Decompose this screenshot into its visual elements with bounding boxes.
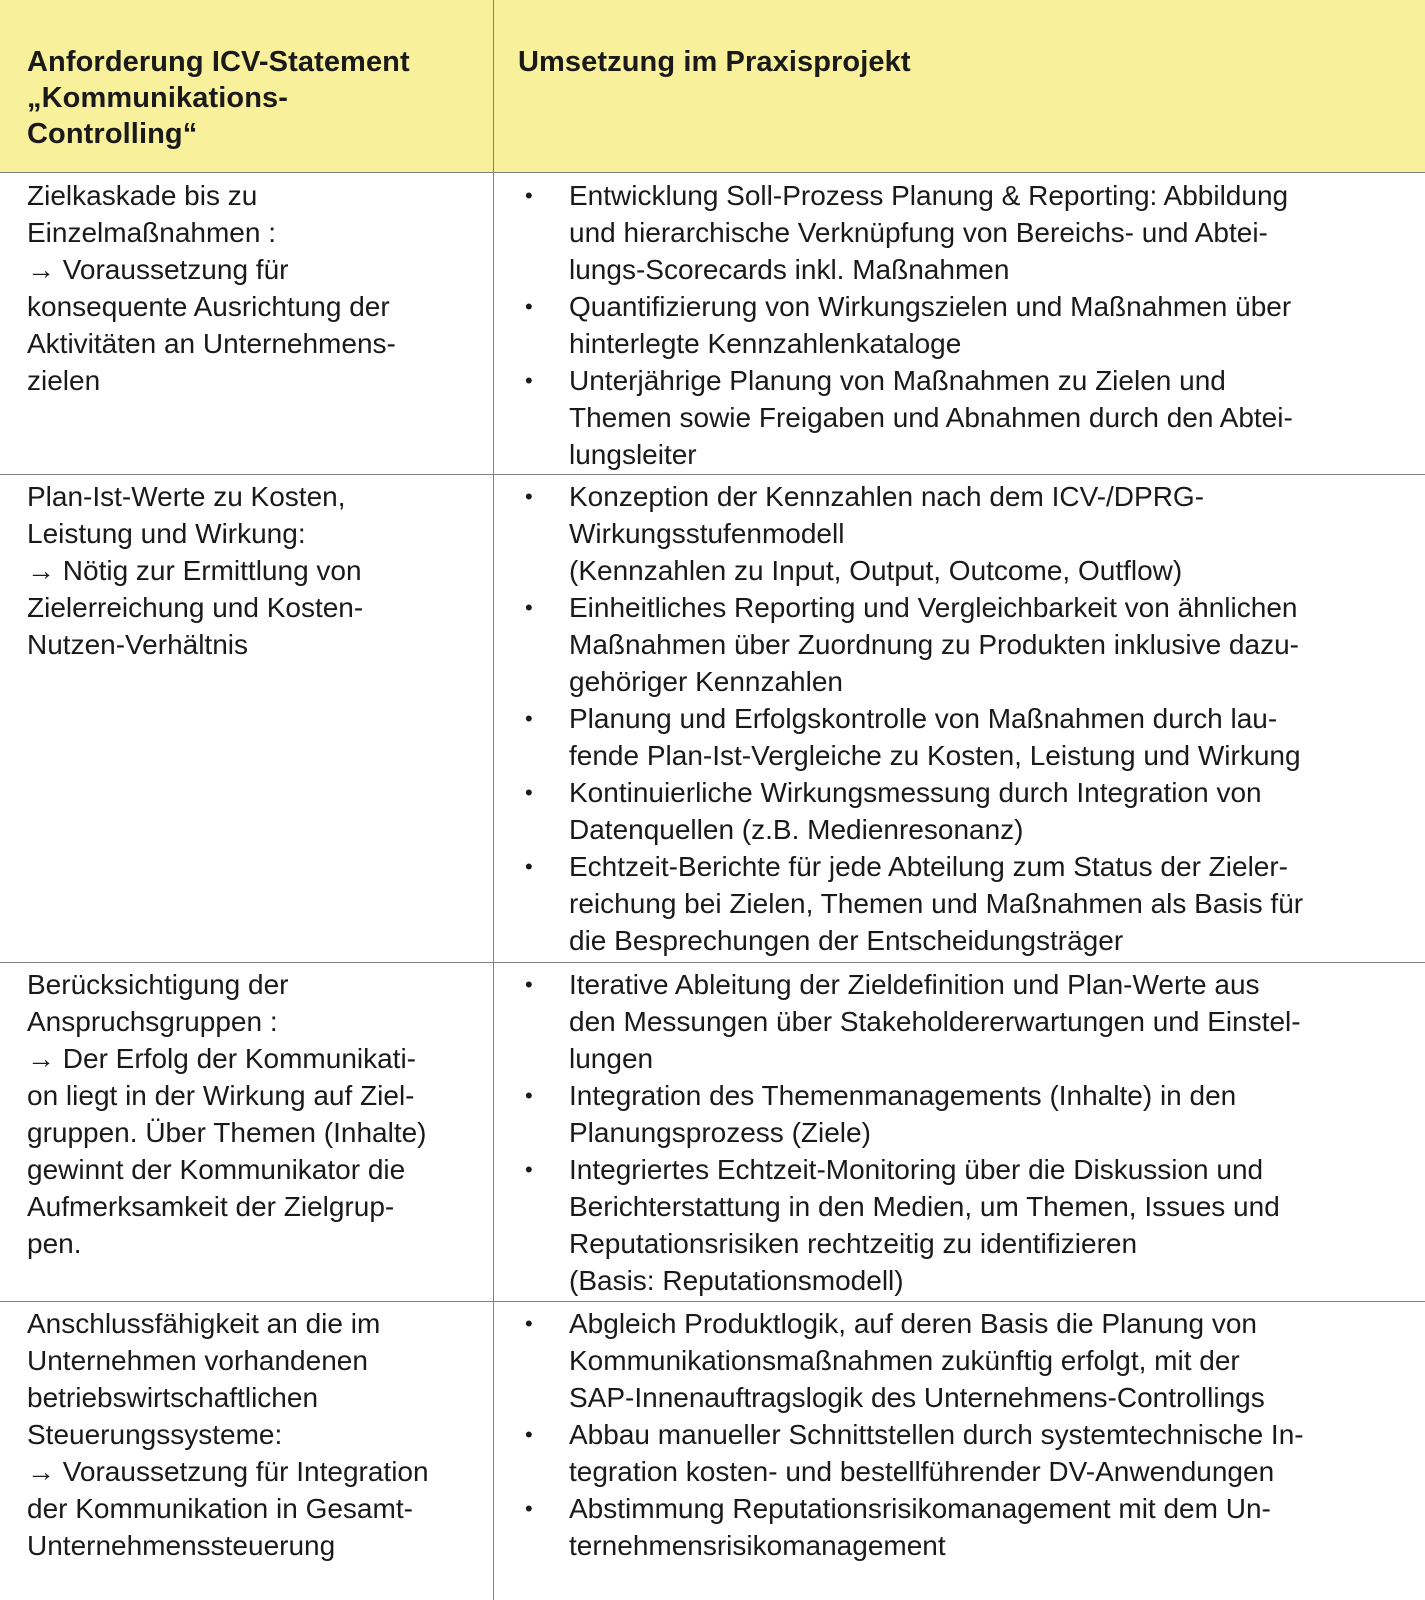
requirement-line: Anspruchsgruppen : xyxy=(27,1006,278,1037)
requirement-line: konsequente Ausrichtung der xyxy=(27,291,390,322)
list-item xyxy=(518,848,1418,959)
list-item xyxy=(518,1077,1418,1151)
requirement-line: Aufmerksamkeit der Zielgrup- xyxy=(27,1191,395,1222)
list-item xyxy=(518,966,1418,1077)
item-line: Abbau manueller Schnittstellen durch systemtechnische In- xyxy=(569,1419,1304,1450)
item-line: Integriertes Echtzeit-Monitoring über die Diskussion und xyxy=(569,1154,1264,1185)
bullet: • xyxy=(525,595,533,620)
header-left xyxy=(27,44,482,152)
row-0-requirement xyxy=(27,177,482,399)
requirement-line: Unternehmenssteuerung xyxy=(27,1530,336,1561)
list-item xyxy=(518,1490,1418,1564)
item-line: Planungsprozess (Ziele) xyxy=(569,1117,871,1148)
item-line: fende Plan-Ist-Vergleiche zu Kosten, Leistung und Wirkung xyxy=(569,740,1301,771)
list-item xyxy=(518,288,1418,362)
requirement-line: der Kommunikation in Gesamt- xyxy=(27,1493,413,1524)
requirement-line: Leistung und Wirkung: xyxy=(27,518,306,549)
bullet: • xyxy=(525,1311,533,1336)
bullet: • xyxy=(525,484,533,509)
item-line: Echtzeit-Berichte für jede Abteilung zum Status der Zieler- xyxy=(569,851,1289,882)
row-2-requirement xyxy=(27,966,482,1262)
item-line: Maßnahmen über Zuordnung zu Produkten inklusive dazu- xyxy=(569,629,1299,660)
bullet: • xyxy=(525,368,533,393)
row-2-implementation xyxy=(518,966,1418,1299)
item-line: ternehmensrisikomanagement xyxy=(569,1530,946,1561)
bullet: • xyxy=(525,854,533,879)
item-line: tegration kosten- und bestellführender DV-Anwendungen xyxy=(569,1456,1275,1487)
requirement-line: pen. xyxy=(27,1228,82,1259)
item-line: lungs-Scorecards inkl. Maßnahmen xyxy=(569,254,1010,285)
table-header xyxy=(0,0,1425,173)
column-divider xyxy=(493,0,494,1600)
item-line: Einheitliches Reporting und Vergleichbarkeit von ähnlichen xyxy=(569,592,1298,623)
item-line: Planung und Erfolgskontrolle von Maßnahmen durch lau- xyxy=(569,703,1278,734)
bullet: • xyxy=(525,183,533,208)
row-3-requirement xyxy=(27,1305,482,1564)
item-line: gehöriger Kennzahlen xyxy=(569,666,843,697)
requirement-line: Plan-Ist-Werte zu Kosten, xyxy=(27,481,346,512)
bullet-list xyxy=(518,177,1418,473)
list-item xyxy=(518,478,1418,589)
list-item xyxy=(518,1305,1418,1416)
item-line: Kommunikationsmaßnahmen zukünftig erfolgt, mit der xyxy=(569,1345,1240,1376)
item-line: die Besprechungen der Entscheidungsträger xyxy=(569,925,1124,956)
item-line: und hierarchische Verknüpfung von Bereichs- und Abtei- xyxy=(569,217,1268,248)
requirement-line: gruppen. Über Themen (Inhalte) xyxy=(27,1117,427,1148)
header-left-line: Anforderung ICV-Statement xyxy=(27,46,410,78)
list-item xyxy=(518,774,1418,848)
requirement-line: Steuerungssysteme: xyxy=(27,1419,283,1450)
item-line: den Messungen über Stakeholdererwartungen und Einstel- xyxy=(569,1006,1301,1037)
item-line: Entwicklung Soll-Prozess Planung & Reporting: Abbildung xyxy=(569,180,1289,211)
item-line: (Basis: Reputationsmodell) xyxy=(569,1265,904,1296)
row-divider xyxy=(0,474,1425,475)
item-line: Iterative Ableitung der Zieldefinition und Plan-Werte aus xyxy=(569,969,1260,1000)
item-line: lungsleiter xyxy=(569,439,697,470)
item-line: (Kennzahlen zu Input, Output, Outcome, Outflow) xyxy=(569,555,1183,586)
requirement-line: gewinnt der Kommunikator die xyxy=(27,1154,406,1185)
bullet: • xyxy=(525,1157,533,1182)
requirement-line: betriebswirtschaftlichen xyxy=(27,1382,319,1413)
item-line: Unterjährige Planung von Maßnahmen zu Zielen und xyxy=(569,365,1226,396)
bullet: • xyxy=(525,780,533,805)
bullet: • xyxy=(525,294,533,319)
bullet-list xyxy=(518,478,1418,959)
bullet: • xyxy=(525,1083,533,1108)
requirement-line: → Voraussetzung für Integration xyxy=(27,1456,429,1487)
requirement-line: zielen xyxy=(27,365,101,396)
list-item xyxy=(518,362,1418,473)
row-divider xyxy=(0,962,1425,963)
row-0-implementation xyxy=(518,177,1418,473)
item-line: hinterlegte Kennzahlenkataloge xyxy=(569,328,962,359)
item-line: Quantifizierung von Wirkungszielen und Maßnahmen über xyxy=(569,291,1292,322)
item-line: reichung bei Zielen, Themen und Maßnahmen als Basis für xyxy=(569,888,1304,919)
list-item xyxy=(518,700,1418,774)
row-1-implementation xyxy=(518,478,1418,959)
row-3-implementation xyxy=(518,1305,1418,1564)
header-right: Umsetzung im Praxisprojekt xyxy=(518,46,911,78)
item-line: lungen xyxy=(569,1043,654,1074)
bullet-list xyxy=(518,966,1418,1299)
bullet: • xyxy=(525,1496,533,1521)
item-line: Konzeption der Kennzahlen nach dem ICV-/DPRG- xyxy=(569,481,1205,512)
bullet: • xyxy=(525,706,533,731)
list-item xyxy=(518,177,1418,288)
bullet: • xyxy=(525,1422,533,1447)
item-line: Kontinuierliche Wirkungsmessung durch Integration von xyxy=(569,777,1262,808)
item-line: Abstimmung Reputationsrisikomanagement mit dem Un- xyxy=(569,1493,1271,1524)
item-line: Berichterstattung in den Medien, um Themen, Issues und xyxy=(569,1191,1280,1222)
requirement-line: → Der Erfolg der Kommunikati- xyxy=(27,1043,417,1074)
row-1-requirement xyxy=(27,478,482,663)
bullet: • xyxy=(525,972,533,997)
row-divider xyxy=(0,1301,1425,1302)
requirement-line: Anschlussfähigkeit an die im xyxy=(27,1308,381,1339)
requirement-line: on liegt in der Wirkung auf Ziel- xyxy=(27,1080,415,1111)
list-item xyxy=(518,589,1418,700)
header-left-line: „Kommunikations- xyxy=(27,82,288,114)
requirement-line: Berücksichtigung der xyxy=(27,969,289,1000)
requirement-line: Zielkaskade bis zu xyxy=(27,180,258,211)
item-line: Datenquellen (z.B. Medienresonanz) xyxy=(569,814,1024,845)
item-line: Reputationsrisiken rechtzeitig zu identifizieren xyxy=(569,1228,1138,1259)
list-item xyxy=(518,1416,1418,1490)
item-line: Integration des Themenmanagements (Inhalte) in den xyxy=(569,1080,1237,1111)
requirement-line: Nutzen-Verhältnis xyxy=(27,629,249,660)
requirement-line: → Voraussetzung für xyxy=(27,254,289,285)
requirement-line: → Nötig zur Ermittlung von xyxy=(27,555,362,586)
item-line: Themen sowie Freigaben und Abnahmen durch den Abtei- xyxy=(569,402,1293,433)
requirement-line: Aktivitäten an Unternehmens- xyxy=(27,328,396,359)
bullet-list xyxy=(518,1305,1418,1564)
header-left-line: Controlling“ xyxy=(27,118,198,150)
item-line: SAP-Innenauftragslogik des Unternehmens-Controllings xyxy=(569,1382,1265,1413)
item-line: Abgleich Produktlogik, auf deren Basis die Planung von xyxy=(569,1308,1257,1339)
requirement-line: Einzelmaßnahmen : xyxy=(27,217,277,248)
list-item xyxy=(518,1151,1418,1299)
item-line: Wirkungsstufenmodell xyxy=(569,518,845,549)
requirement-line: Zielerreichung und Kosten- xyxy=(27,592,364,623)
requirement-line: Unternehmen vorhandenen xyxy=(27,1345,368,1376)
